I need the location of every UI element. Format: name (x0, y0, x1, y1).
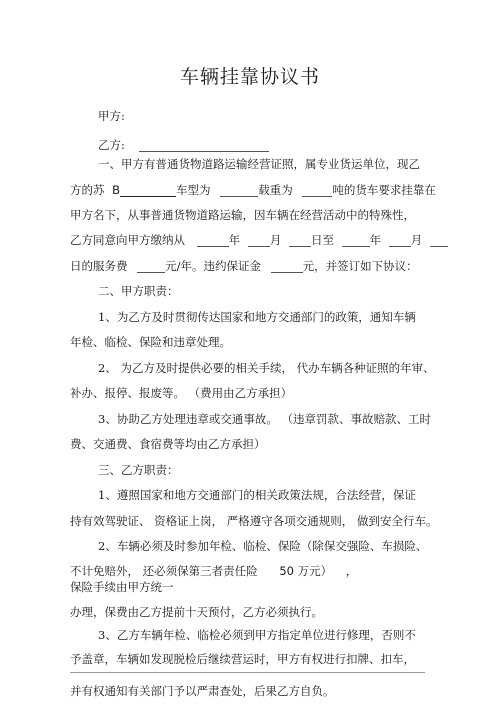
s3-item-2-line-3: 保险手续由甲方统一 (70, 580, 174, 594)
s2-item-1-line-1: 1、为乙方及时贯彻传达国家和地方交通部门的政策，通知车辆 (98, 310, 416, 324)
party-b-line (98, 138, 269, 152)
s2-item-2-line-2: 补办、报停、报废等。 （费用由乙方承担） (70, 386, 293, 400)
s3-item-3-line-3: 并有权通知有关部门予以严肃查处，后果乙方自负。 (70, 684, 335, 698)
p1-line-4: 乙方同意向甲方缴纳从 年 月 日至 年 月 (70, 233, 448, 247)
document-title: 车辆挂靠协议书 (179, 66, 320, 88)
party-b-blank[interactable] (139, 140, 269, 152)
start-month-blank[interactable] (248, 235, 270, 247)
p1-line-5: 日的服务费 元/年。违约保证金 元，并签订如下协议： (70, 259, 418, 273)
party-a-label: 甲方: (98, 109, 125, 123)
p1-line-2: 方的苏 B 车型为 载重为 吨的货车要求挂靠在 (70, 183, 436, 197)
load-tonnage-blank[interactable] (302, 185, 332, 197)
s2-item-2-line-1: 2、 为乙方及时提供必要的相关手续， 代办车辆各种证照的年审、 (98, 361, 435, 375)
p1-line-3: 甲方名下，从事普通货物道路运输，因车辆在经营活动中的特殊性， (70, 208, 415, 222)
service-fee-blank[interactable] (137, 261, 165, 273)
s3-item-2-line-1: 2、车辆必须及时参加年检、临检、保险（除保交强险、车损险、 (98, 539, 428, 553)
s3-item-1-line-2: 持有效驾驶证、 资格证上岗， 严格遵守各项交通规则， 做到安全行车。 (70, 514, 438, 528)
s3-item-1-line-1: 1、遵照国家和地方交通部门的相关政策法规，合法经营，保证 (98, 488, 416, 502)
plate-number-blank[interactable] (120, 185, 176, 197)
start-day-blank[interactable] (289, 235, 311, 247)
s3-item-3-line-1: 3、乙方车辆年检、临检必须到甲方指定单位进行修理，否则不 (98, 628, 416, 642)
s2-item-3-line-1: 3、协助乙方处理违章或交通事故。 （违章罚款、事故赔款、工时 (98, 412, 431, 426)
s3-item-3-line-2: 予盖章，车辆如发现脱检后继续营运时，甲方有权进行扣牌、扣车， (70, 652, 415, 666)
s3-item-2-line-4: 办理，保费由乙方提前十天预付，乙方必须执行。 (70, 605, 323, 619)
vehicle-type-blank[interactable] (220, 185, 258, 197)
section-2-heading: 二、甲方职责： (98, 284, 179, 298)
page-divider (70, 672, 425, 673)
section-3-heading: 三、乙方职责： (98, 463, 179, 477)
s2-item-1-line-2: 年检、临检、保险和违章处理。 (70, 335, 231, 349)
s3-item-2-line-2: 不计免赔外， 还必须保第三者责任险 50 万元） ， (70, 564, 358, 578)
p1-line-1: 一、甲方有普通货物道路运输经营证照，属专业货运单位，现乙 (98, 157, 420, 171)
party-b-label: 乙方: (98, 138, 125, 152)
deposit-blank[interactable] (271, 261, 303, 273)
end-month-blank[interactable] (389, 235, 411, 247)
end-year-blank[interactable] (342, 235, 370, 247)
end-day-blank[interactable] (430, 235, 448, 247)
start-year-blank[interactable] (197, 235, 229, 247)
s2-item-3-line-2: 费、交通费、食宿费等均由乙方承担） (70, 437, 266, 451)
